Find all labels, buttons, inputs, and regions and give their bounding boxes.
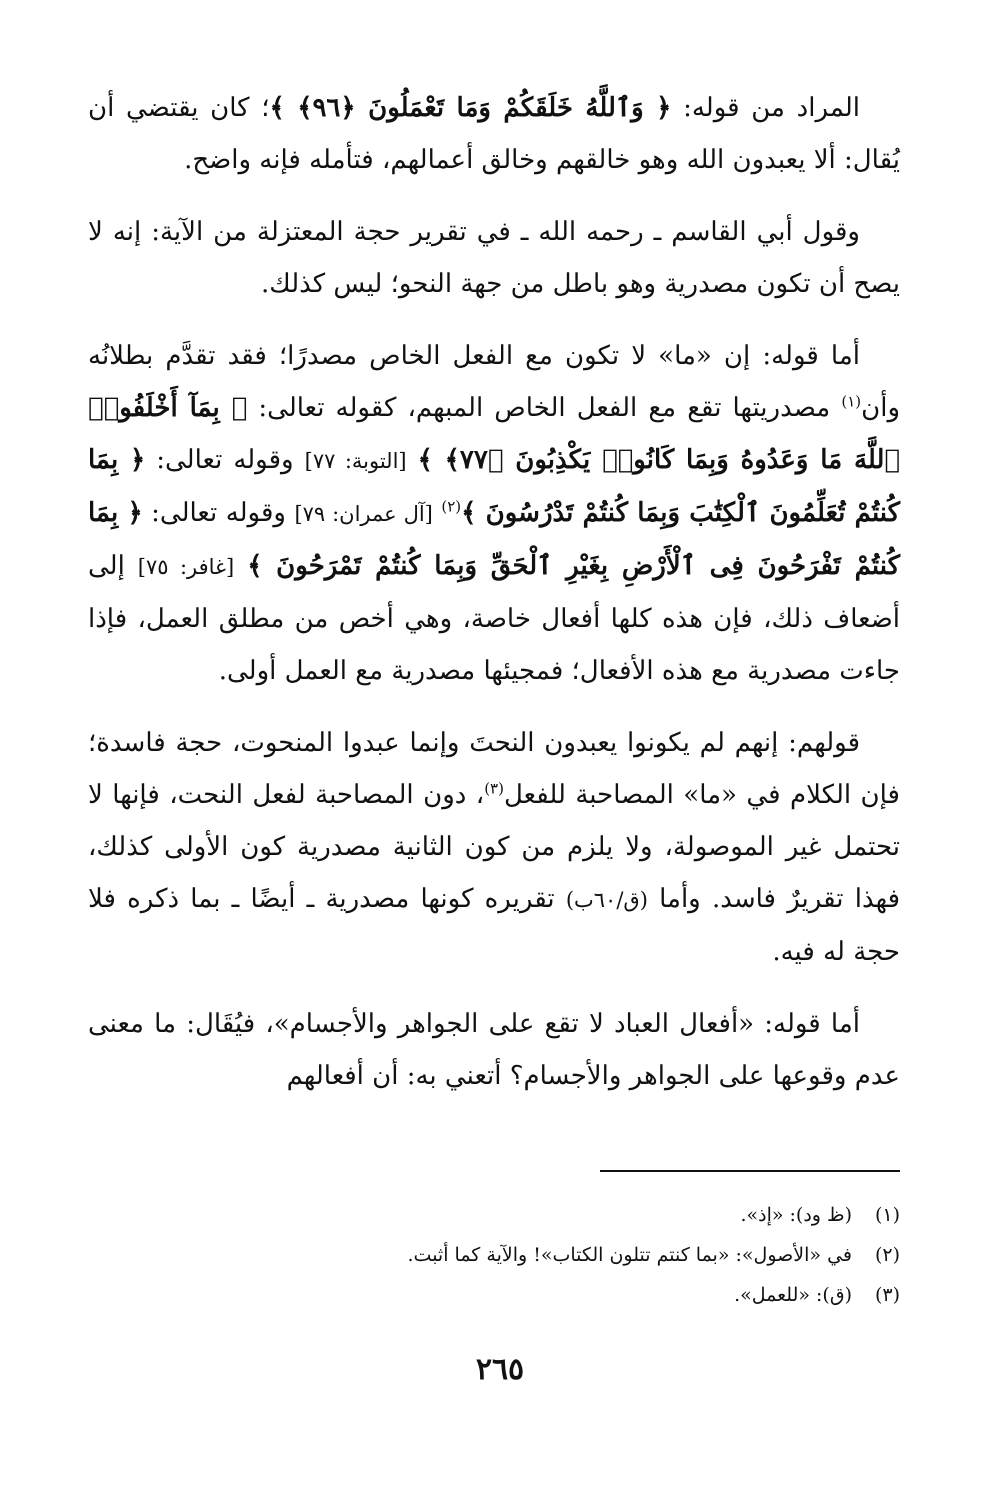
footnote-number: (٢) xyxy=(874,1244,900,1266)
text-run xyxy=(407,445,418,475)
paragraph xyxy=(88,717,900,978)
footnote-number: (١) xyxy=(874,1204,900,1226)
footnote xyxy=(100,1235,900,1275)
text-run: إلى أضعاف ذلك، فإن هذه كلها أفعال خاصة، وهي أخص من مطلق العمل، فإذا جاءت مصدرية مع هذه الأفعال؛ فمجيئها مصدرية مع العمل أولى. xyxy=(88,551,900,686)
footnote-marker: (٣) xyxy=(484,779,504,798)
text-run: ؛ كان يقتضي أن يُقال: ألا يعبدون الله وهو خالقهم وخالق أعمالهم، فتأمله فإنه واضح. xyxy=(88,93,900,175)
paragraph xyxy=(88,82,900,186)
text-run: مصدريتها تقع مع الفعل الخاص المبهم، كقوله تعالى: xyxy=(247,393,842,423)
verse-reference: (ق/٦٠ب) xyxy=(565,888,648,912)
text-run: المراد من قوله: xyxy=(671,93,860,123)
page-number: ٢٦٥ xyxy=(475,1352,525,1387)
text-run: ، دون المصاحبة لفعل النحت، فإنها لا تحتمل غير الموصولة، ولا يلزم من كون الثانية مصدرية كون الأولى كذلك، فهذا تقريرٌ فاسد. وأما xyxy=(88,780,901,914)
paragraph xyxy=(88,998,900,1102)
verse-reference: [التوبة: ٧٧] xyxy=(304,449,407,473)
footnote-marker: (٢) xyxy=(441,497,462,516)
quran-verse: ﴿ وَٱللَّهُ خَلَقَكُمْ وَمَا تَعْمَلُونَ ﴿٩٦﴾ ﴾ xyxy=(269,93,672,123)
text-run xyxy=(234,551,247,581)
text-run: وقول أبي القاسم ـ رحمه الله ـ في تقرير حجة المعتزلة من الآية: إنه لا يصح أن تكون مصدرية وهو باطل من جهة النحو؛ ليس كذلك. xyxy=(88,217,900,299)
quran-verse: ﴿ بِمَآ أَخْلَفُوا۟ ٱللَّهَ مَا وَعَدُوهُ وَبِمَا كَانُوا۟ يَكْذِبُونَ ﴿٧٧﴾ ﴾ xyxy=(88,393,901,475)
footnote-separator xyxy=(600,1170,900,1172)
footnote xyxy=(100,1275,900,1315)
body-text xyxy=(88,82,900,1122)
text-run: وقوله تعالى: xyxy=(145,445,305,475)
text-run: تقريره كونها مصدرية ـ أيضًا ـ بما ذكره فلا حجة له فيه. xyxy=(88,884,900,967)
verse-reference: [آل عمران: ٧٩] xyxy=(294,502,433,526)
footnote xyxy=(100,1195,900,1235)
quran-verse: ﴿ بِمَا كُنتُمْ تَفْرَحُونَ فِى ٱلْأَرْضِ بِغَيْرِ ٱلْحَقِّ وَبِمَا كُنتُمْ تَمْرَحُونَ ﴾ xyxy=(88,498,900,581)
footnote-text: (ق): «للعمل». xyxy=(734,1284,852,1306)
quran-verse: ﴿ بِمَا كُنتُمْ تُعَلِّمُونَ ٱلْكِتَٰبَ وَبِمَا كُنتُمْ تَدْرُسُونَ ﴾ xyxy=(88,445,901,528)
footnote-marker: (١) xyxy=(841,392,862,411)
text-run: وقوله تعالى: xyxy=(142,498,295,528)
text-run: أما قوله: «أفعال العباد لا تقع على الجواهر والأجسام»، فيُقَال: ما معنى عدم وقوعها على الجواهر والأجسام؟ أتعني به: أن أفعالهم xyxy=(88,1009,900,1091)
paragraph xyxy=(88,330,900,697)
verse-reference: [غافر: ٧٥] xyxy=(137,555,235,579)
text-run: قولهم: إنهم لم يكونوا يعبدون النحتَ وإنما عبدوا المنحوت، حجة فاسدة؛ فإن الكلام في «ما» المصاحبة للفعل xyxy=(88,728,900,810)
footnote-text: في «الأصول»: «بما كنتم تتلون الكتاب»! والآية كما أثبت. xyxy=(407,1244,852,1266)
text-run: أما قوله: إن «ما» لا تكون مع الفعل الخاص مصدرًا؛ فقد تقدَّم بطلانُه وأن xyxy=(88,341,900,423)
footnote-text: (ظ ود): «إذ». xyxy=(740,1204,852,1226)
paragraph xyxy=(88,206,900,310)
footnote-number: (٣) xyxy=(874,1284,900,1306)
footnotes xyxy=(100,1195,900,1315)
